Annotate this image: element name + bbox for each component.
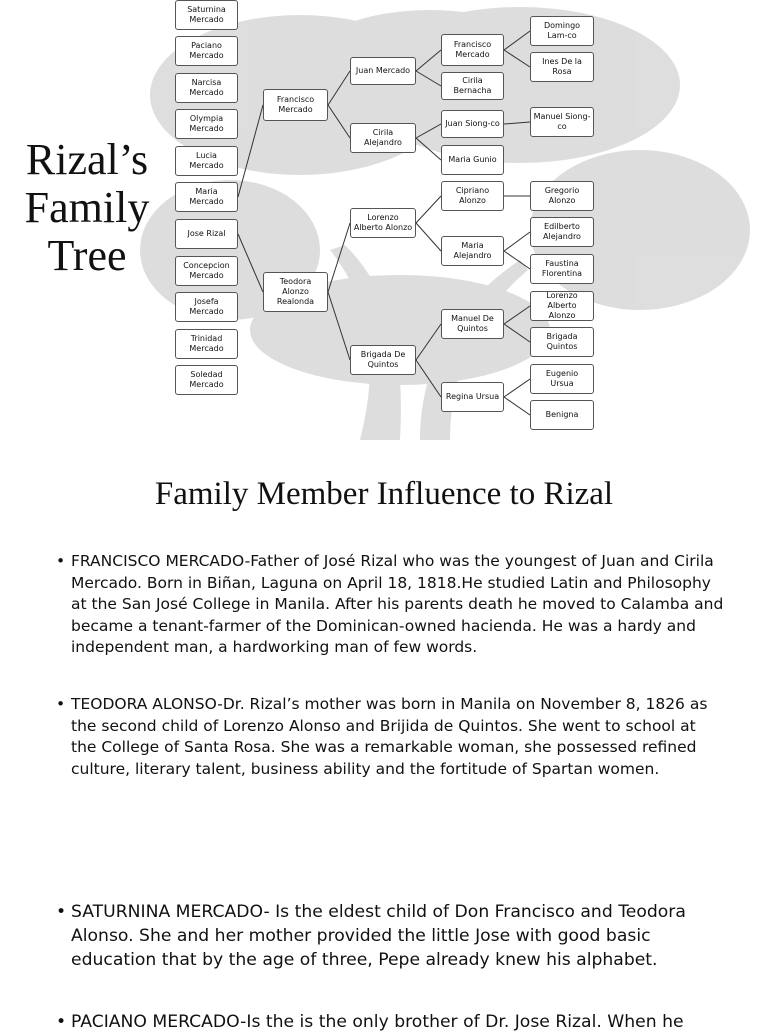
- bullet-text: SATURNINA MERCADO- Is the eldest child of Don Francisco and Teodora Alonso. She and her mother provided the little Jose with good basic education that by the age of three, Pepe already knew his alphabet.: [71, 902, 686, 970]
- tree-connector: [416, 196, 441, 223]
- tree-node: Brigada De Quintos: [350, 345, 416, 375]
- bullet-text: PACIANO MERCADO-Is the is the only brother of Dr. Jose Rizal. When he: [71, 1012, 684, 1032]
- tree-node-father: Francisco Mercado: [263, 89, 328, 121]
- bullet-marker: •: [56, 1012, 67, 1032]
- bullet-item: [56, 900, 726, 972]
- bullet-text: TEODORA ALONSO-Dr. Rizal’s mother was born in Manila on November 8, 1826 as the second child of Lorenzo Alonso and Brijida de Quintos. She went to school at the College of Santa Rosa. She was a remarkable woman, she possessed refined culture, literary talent, business ability and the fortitude of Spartan women.: [71, 695, 708, 778]
- tree-node: Jose Rizal: [175, 219, 238, 249]
- tree-node: Faustina Florentina: [530, 254, 594, 284]
- tree-node: Maria Mercado: [175, 182, 238, 212]
- tree-node: Juan Siong-co: [441, 110, 504, 138]
- tree-node: Cirila Bernacha: [441, 72, 504, 100]
- tree-node: Francisco Mercado: [441, 34, 504, 66]
- tree-node-mother: Teodora Alonzo Realonda: [263, 272, 328, 312]
- tree-node: Regina Ursua: [441, 382, 504, 412]
- tree-node: Lorenzo Alberto Alonzo: [530, 291, 594, 321]
- tree-connector: [504, 397, 530, 415]
- tree-node: Manuel De Quintos: [441, 309, 504, 339]
- tree-node: Ines De la Rosa: [530, 52, 594, 82]
- tree-node: Brigada Quintos: [530, 327, 594, 357]
- tree-connector: [416, 223, 441, 251]
- tree-node: Eugenio Ursua: [530, 364, 594, 394]
- tree-node: Lucia Mercado: [175, 146, 238, 176]
- tree-node: Cipriano Alonzo: [441, 181, 504, 211]
- tree-node: Gregorio Alonzo: [530, 181, 594, 211]
- tree-node: Lorenzo Alberto Alonzo: [350, 208, 416, 238]
- family-tree-slide: [0, 0, 768, 440]
- bullet-marker: •: [56, 902, 67, 922]
- tree-node: Maria Alejandro: [441, 236, 504, 266]
- bullet-text: FRANCISCO MERCADO-Father of José Rizal who was the youngest of Juan and Cirila Mercado. Born in Biñan, Laguna on April 18, 1818.He studied Latin and Philosophy at the San José College in Manila. After his parents death he moved to Calamba and became a tenant-farmer of the Dominican-owned hacienda. He was a hardy and independent man, a hardworking man of few words.: [71, 552, 724, 656]
- tree-node: Benigna: [530, 400, 594, 430]
- tree-title: Rizal’s Family Tree: [24, 135, 150, 280]
- bullet-marker: •: [56, 552, 66, 570]
- tree-node: Cirila Alejandro: [350, 123, 416, 153]
- bullet-item: [56, 551, 726, 659]
- tree-node: Paciano Mercado: [175, 36, 238, 66]
- bullet-item: [56, 694, 726, 780]
- tree-node: Edilberto Alejandro: [530, 217, 594, 247]
- tree-node: Soledad Mercado: [175, 365, 238, 395]
- tree-connector: [504, 379, 530, 397]
- tree-node: Manuel Siong-co: [530, 107, 594, 137]
- tree-node: Olympia Mercado: [175, 109, 238, 139]
- tree-node: Juan Mercado: [350, 57, 416, 85]
- tree-node: Narcisa Mercado: [175, 73, 238, 103]
- tree-node: Trinidad Mercado: [175, 329, 238, 359]
- section-title: Family Member Influence to Rizal: [154, 476, 614, 512]
- tree-node: Josefa Mercado: [175, 292, 238, 322]
- tree-node: Concepcion Mercado: [175, 256, 238, 286]
- tree-connector: [504, 232, 530, 251]
- bullet-item: [56, 1010, 726, 1034]
- tree-node: Maria Gunio: [441, 145, 504, 175]
- bullet-marker: •: [56, 695, 66, 713]
- tree-node: Domingo Lam-co: [530, 16, 594, 46]
- tree-node: Saturnina Mercado: [175, 0, 238, 30]
